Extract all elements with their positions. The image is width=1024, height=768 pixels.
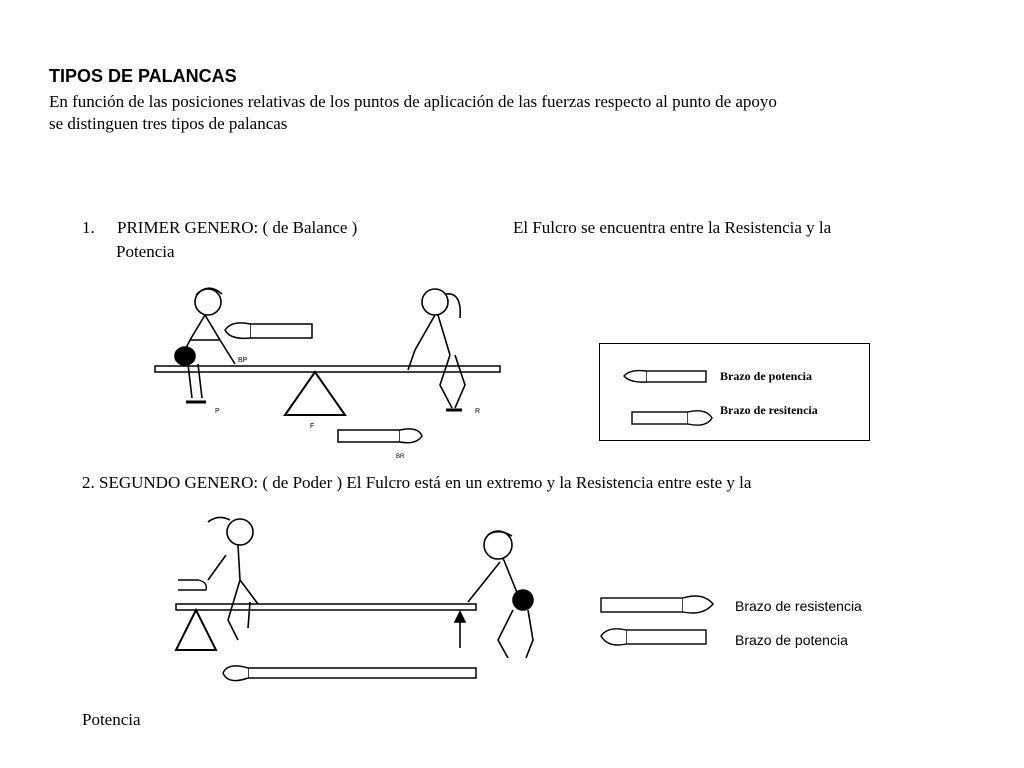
section1-number: 1.	[82, 218, 95, 237]
fulcrum-triangle-2	[176, 610, 216, 650]
first-class-lever-illustration	[150, 280, 510, 465]
legend-potencia-label: Brazo de potencia	[720, 369, 812, 383]
resistencia-arrow-icon	[630, 406, 720, 430]
upward-force-arrow	[455, 612, 465, 648]
potencia-arm-arrow-long	[223, 666, 476, 681]
label-br: BR	[396, 454, 405, 460]
section1-legend	[599, 343, 870, 441]
intro-line-2: se distinguen tres tipos de palancas	[49, 114, 288, 133]
page-title: TIPOS DE PALANCAS	[49, 66, 237, 86]
section1-heading: PRIMER GENERO: ( de Balance )	[117, 218, 358, 237]
potencia-arrow-icon	[620, 366, 710, 388]
label-r: R	[475, 408, 481, 415]
lever-beam-2	[176, 604, 476, 610]
section1-continuation: Potencia	[116, 242, 175, 261]
child-left-figure	[175, 288, 235, 402]
label-bp: BP	[238, 357, 248, 364]
label-p: P	[215, 408, 220, 415]
section1-description: El Fulcro se encuentra entre la Resistencia y la	[513, 218, 832, 237]
resistencia-hand-small	[178, 580, 206, 590]
resistencia-arm-arrow-bottom	[338, 429, 422, 443]
section2-continuation: Potencia	[82, 710, 141, 729]
intro-line-1: En función de las posiciones relativas de los puntos de aplicación de las fuerzas respecto al punto de apoyo	[49, 92, 777, 111]
label-f: F	[310, 423, 315, 430]
section2-heading: 2. SEGUNDO GENERO: ( de Poder ) El Fulcro está en un extremo y la Resistencia entre este y la	[82, 473, 752, 492]
potencia-arrow-icon-2	[598, 622, 713, 652]
lever-beam	[155, 366, 500, 372]
fulcrum-triangle	[285, 372, 345, 415]
second-class-lever-illustration	[168, 510, 548, 710]
potencia-arm-arrow-top	[225, 323, 312, 338]
child-right-figure	[408, 289, 465, 410]
legend2-potencia-label: Brazo de potencia	[735, 632, 848, 648]
legend2-resistencia-label: Brazo de resistencia	[735, 598, 862, 614]
intro-paragraph	[49, 91, 949, 135]
child-girl-figure	[208, 517, 258, 640]
resistencia-arrow-icon-2	[598, 590, 723, 620]
child-boy-figure	[468, 531, 533, 658]
legend-resistencia-label: Brazo de resitencia	[720, 403, 818, 417]
